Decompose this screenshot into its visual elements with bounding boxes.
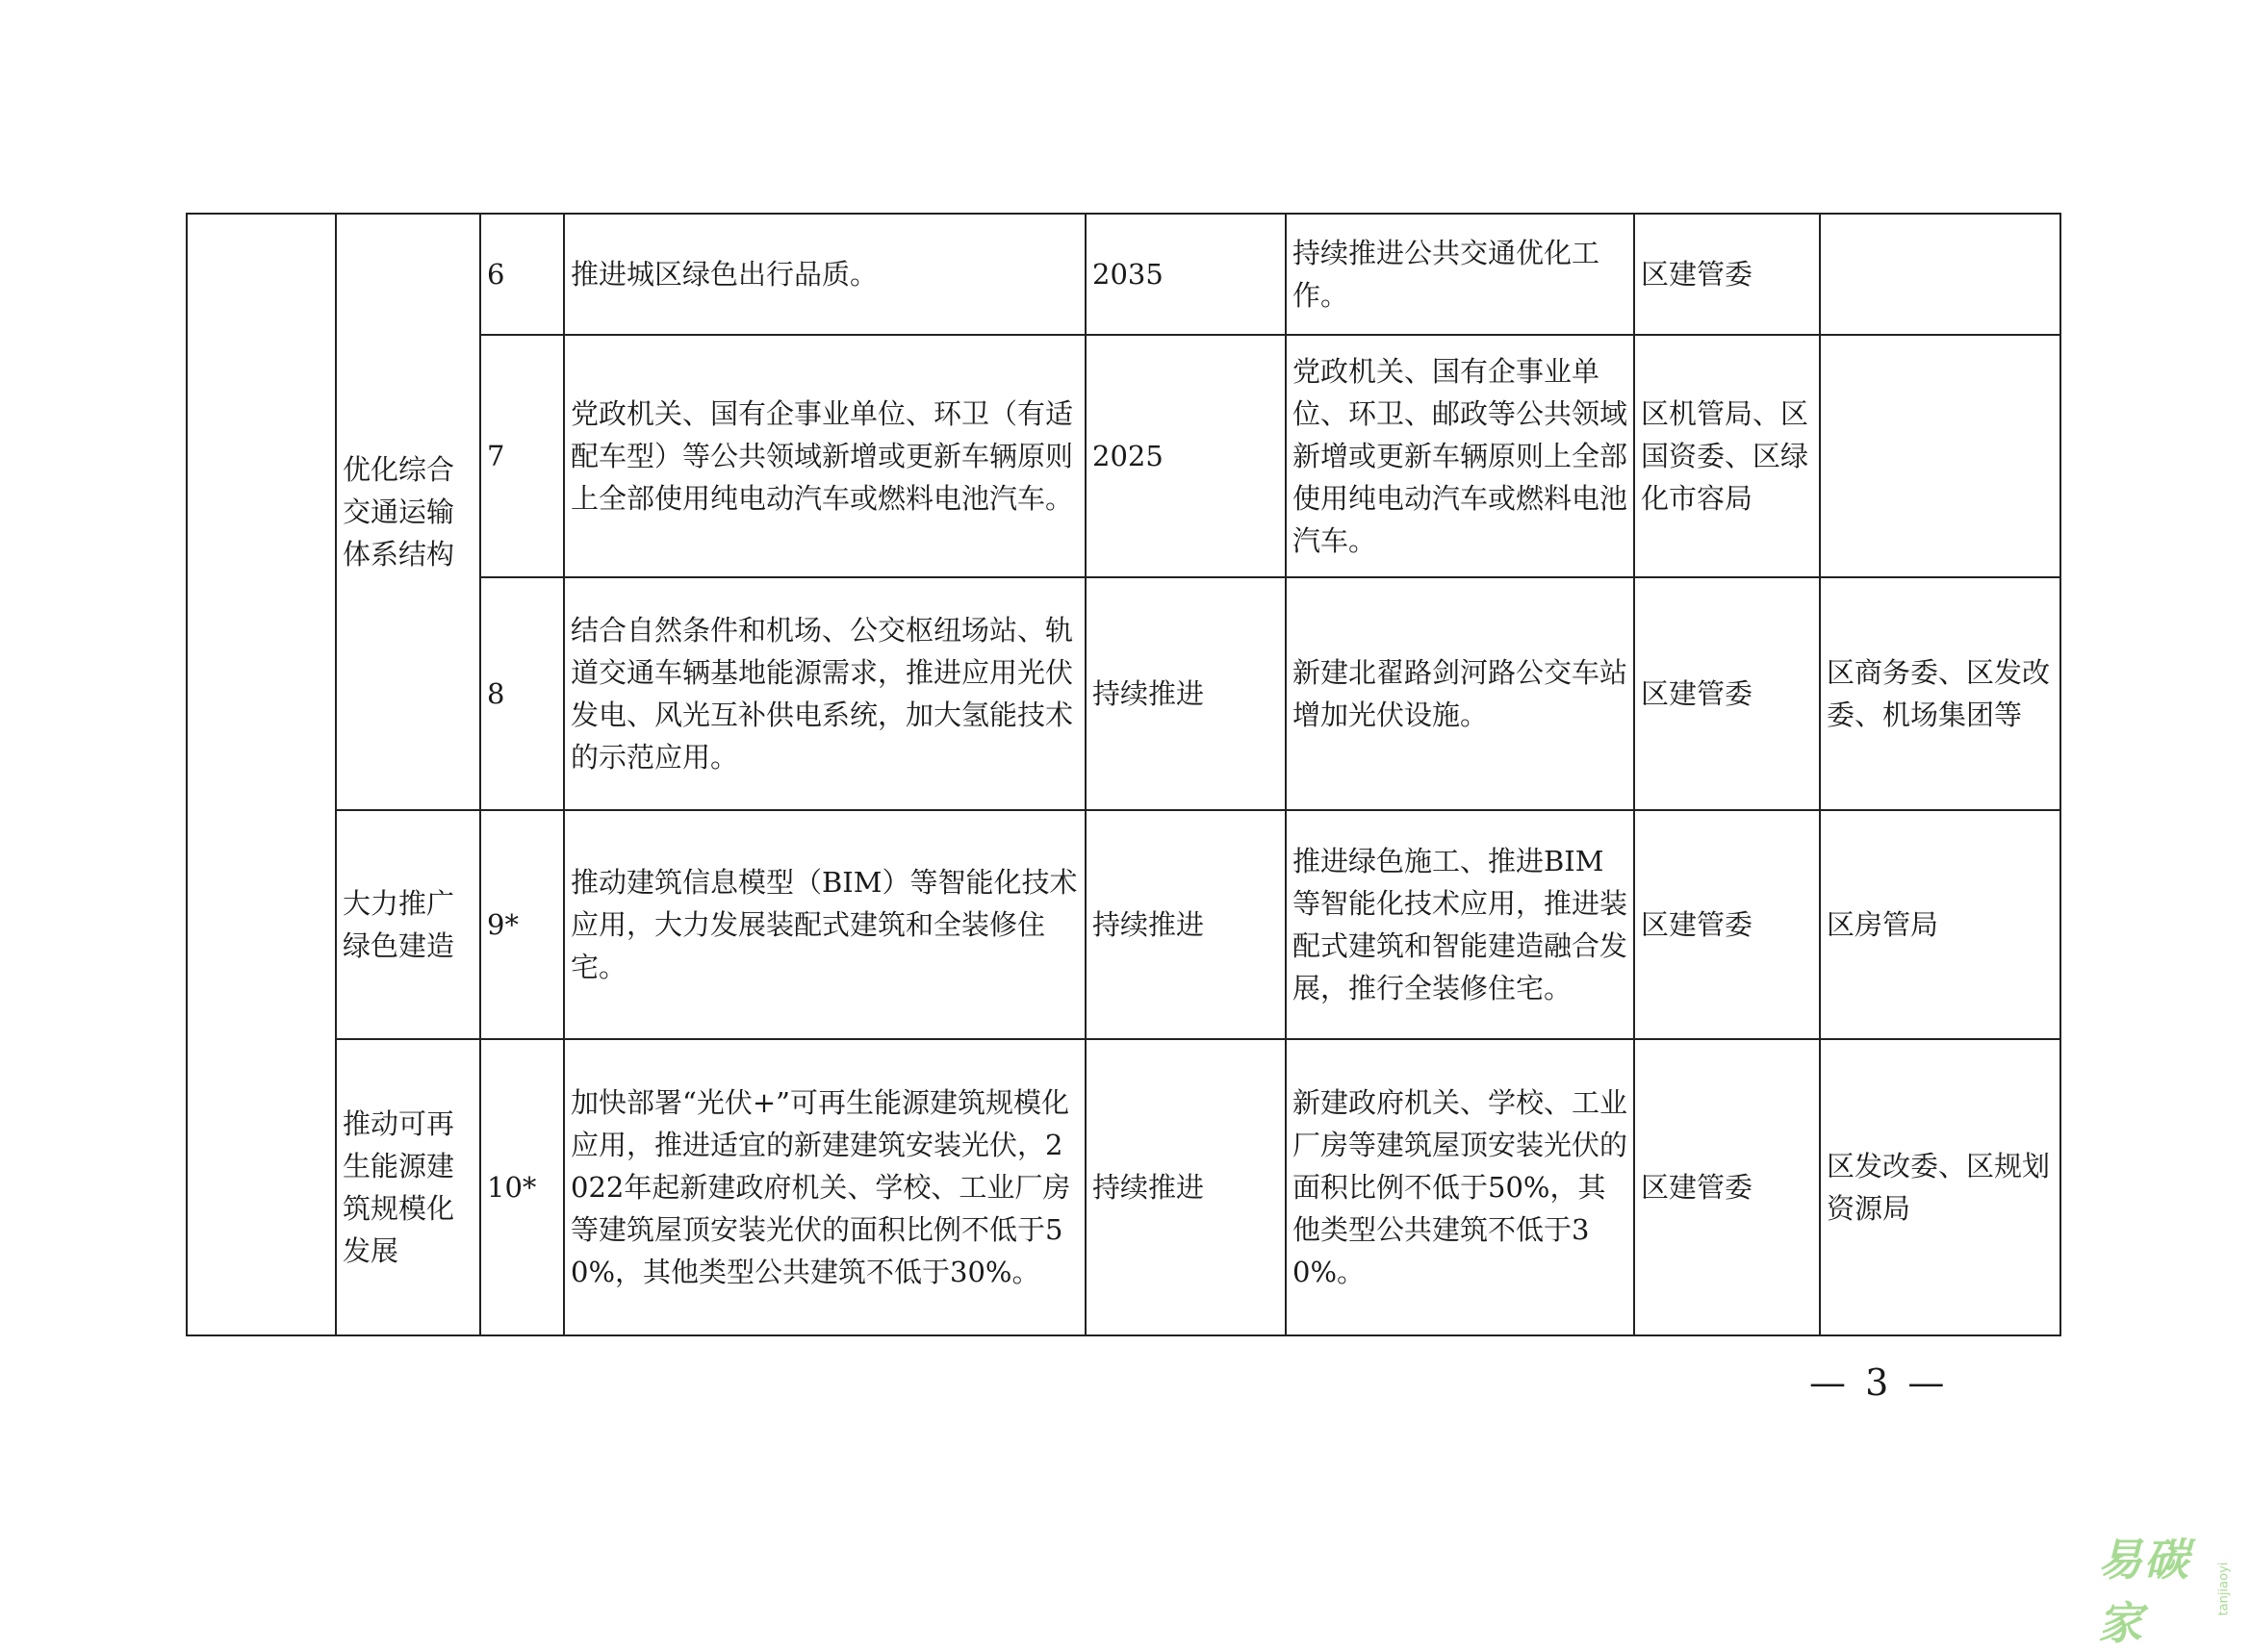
item-number: 7: [480, 335, 564, 577]
target-cell: 新建政府机关、学校、工业厂房等建筑屋顶安装光伏的面积比例不低于50%，其他类型公共建筑不低于30%。: [1286, 1039, 1634, 1335]
task-table: [186, 213, 2061, 1336]
year-cell: 持续推进: [1086, 1039, 1286, 1335]
watermark-logo: [2098, 1525, 2251, 1652]
watermark-domain: tanjiaoyi: [2216, 1562, 2232, 1615]
lead-department-cell: 区建管委: [1634, 810, 1820, 1039]
target-cell: 新建北翟路剑河路公交车站增加光伏设施。: [1286, 577, 1634, 810]
support-department-cell: 区商务委、区发改委、机场集团等: [1820, 577, 2060, 810]
table-row: [187, 214, 2060, 335]
table-row: [187, 1039, 2060, 1335]
target-cell: 党政机关、国有企事业单位、环卫、邮政等公共领域新增或更新车辆原则上全部使用纯电动汽车或燃料电池汽车。: [1286, 335, 1634, 577]
item-number: 9*: [480, 810, 564, 1039]
year-cell: 2025: [1086, 335, 1286, 577]
category-cell: 优化综合交通运输体系结构: [336, 214, 480, 810]
item-number: 8: [480, 577, 564, 810]
year-cell: 2035: [1086, 214, 1286, 335]
year-cell: 持续推进: [1086, 810, 1286, 1039]
year-cell: 持续推进: [1086, 577, 1286, 810]
category-cell: 大力推广绿色建造: [336, 810, 480, 1039]
measure-cell: 加快部署“光伏+”可再生能源建筑规模化应用，推进适宜的新建建筑安装光伏，2022年起新建政府机关、学校、工业厂房等建筑屋顶安装光伏的面积比例不低于50%，其他类型公共建筑不低于30%。: [564, 1039, 1086, 1335]
category-cell: 推动可再生能源建筑规模化发展: [336, 1039, 480, 1335]
support-department-cell: 区房管局: [1820, 810, 2060, 1039]
measure-cell: 推进城区绿色出行品质。: [564, 214, 1086, 335]
watermark-brand: 易碳家: [2098, 1534, 2190, 1649]
support-department-cell: [1820, 214, 2060, 335]
measure-cell: 党政机关、国有企事业单位、环卫（有适配车型）等公共领域新增或更新车辆原则上全部使用纯电动汽车或燃料电池汽车。: [564, 335, 1086, 577]
lead-department-cell: 区建管委: [1634, 577, 1820, 810]
table-row: [187, 810, 2060, 1039]
lead-department-cell: 区建管委: [1634, 214, 1820, 335]
item-number: 6: [480, 214, 564, 335]
target-cell: 持续推进公共交通优化工作。: [1286, 214, 1634, 335]
lead-department-cell: 区建管委: [1634, 1039, 1820, 1335]
support-department-cell: [1820, 335, 2060, 577]
page-number: — 3 —: [1809, 1361, 1949, 1404]
measure-cell: 推动建筑信息模型（BIM）等智能化技术应用，大力发展装配式建筑和全装修住宅。: [564, 810, 1086, 1039]
lead-department-cell: 区机管局、区国资委、区绿化市容局: [1634, 335, 1820, 577]
support-department-cell: 区发改委、区规划资源局: [1820, 1039, 2060, 1335]
target-cell: 推进绿色施工、推进BIM等智能化技术应用，推进装配式建筑和智能建造融合发展，推行全装修住宅。: [1286, 810, 1634, 1039]
domain-cell: [187, 214, 336, 1335]
item-number: 10*: [480, 1039, 564, 1335]
measure-cell: 结合自然条件和机场、公交枢纽场站、轨道交通车辆基地能源需求，推进应用光伏发电、风光互补供电系统，加大氢能技术的示范应用。: [564, 577, 1086, 810]
